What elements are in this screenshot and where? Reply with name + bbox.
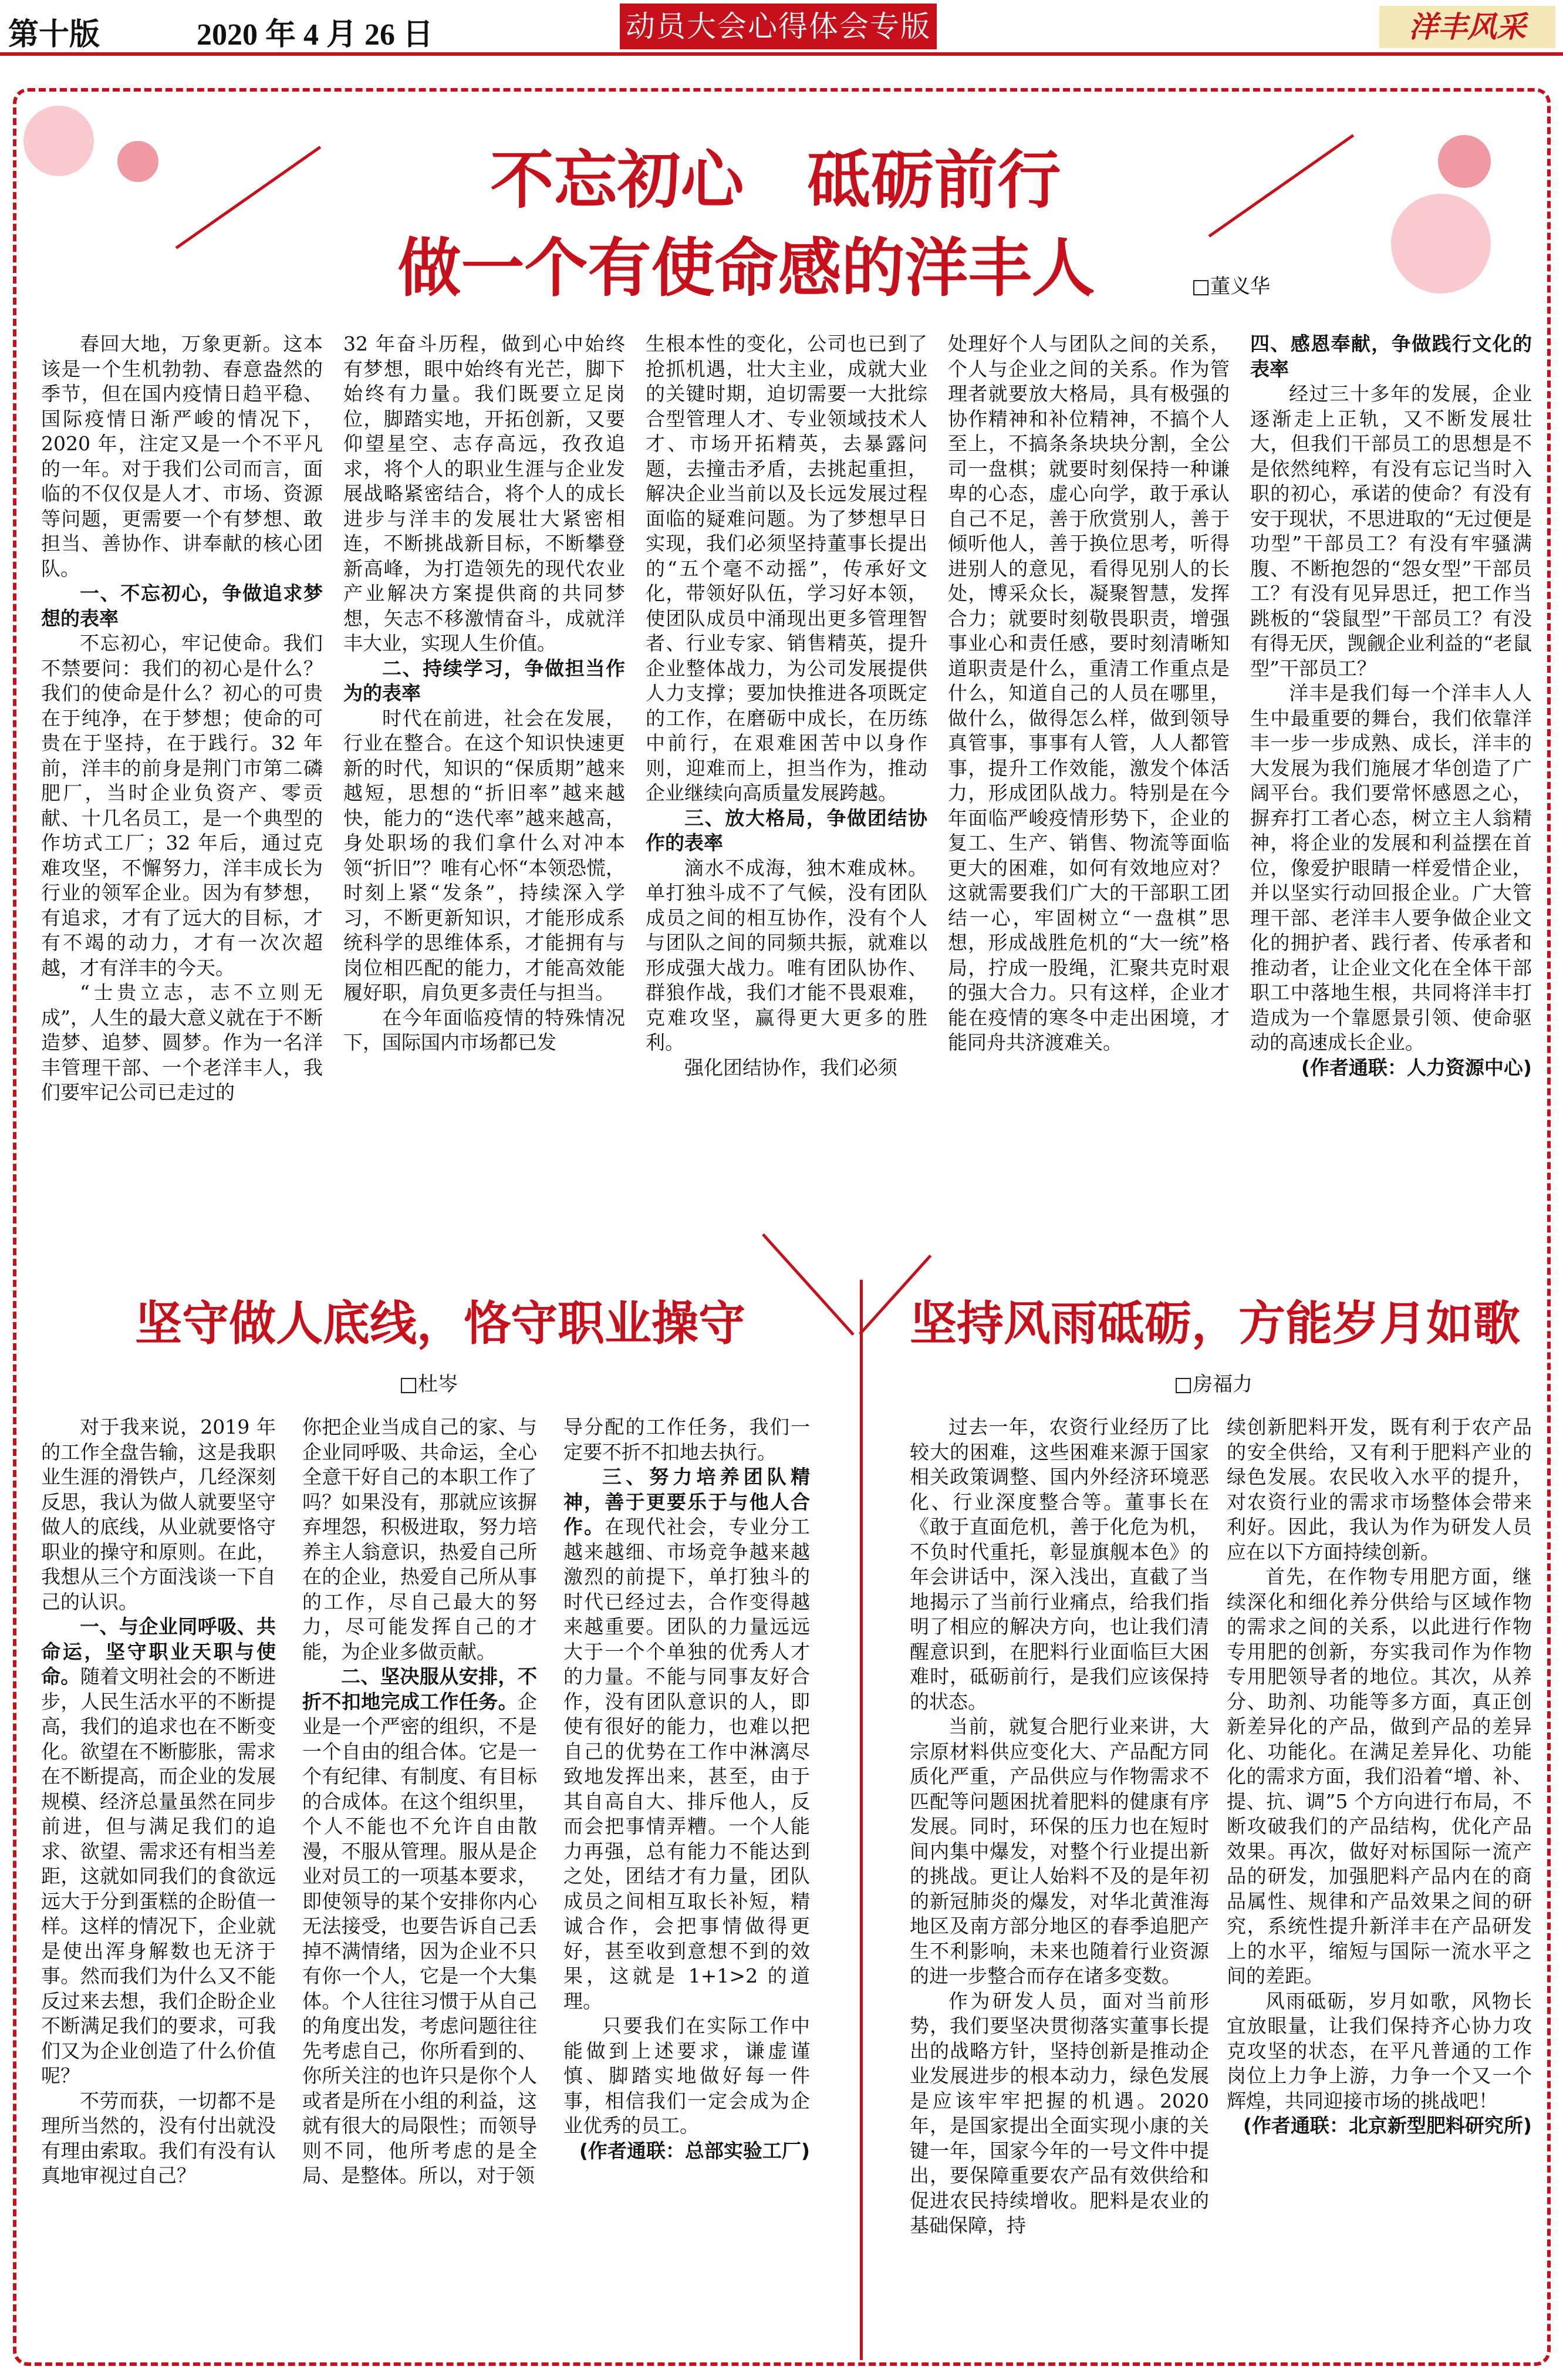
article1-column-1 [41, 332, 323, 1218]
article2-column-1 [41, 1415, 276, 2354]
section-heading: 一、不忘初心，争做追求梦想的表率 [41, 582, 323, 630]
paragraph: 首先，在作物专用肥方面，继续深化和细化养分供给与区域作物的需求之间的关系，以此进行作物专用肥的创新，夯实我司作为作物专用肥领导者的地位。其次，从养分、助剂、功能等多方面，真正创新差异化的产品，做到产品的差异化、功能化。在满足差异化、功能化的需求方面，我们沿着“增、补、提、抗、调”5 个方向进行布局，不断攻破我们的产品结构，优化产品效果。再次，做好对标国际一流产品的研发，加强肥料产品内在的商品属性、规律和产品效果之间的研究，系统性提升新洋丰在产品研发上的水平，缩短与国际一流水平之间的差距。 [1227, 1565, 1532, 1987]
article1-column-3 [646, 332, 927, 1201]
article1-author: □董义华 [1191, 275, 1271, 298]
paragraph: 经过三十多年的发展，企业逐渐走上正轨，又不断发展壮大，但我们干部员工的思想是不是依然纯粹，有没有忘记当时入职的初心，承诺的使命？有没有安于现状，不思进取的“无过便是功型”干部员工？有没有牢骚满腹、不断抱怨的“怨女型”干部员工？有没有见异思迁，把工作当跳板的“袋鼠型”干部员工？有没有得无厌，觊觎企业利益的“老鼠型”干部员工？ [1250, 382, 1532, 680]
paragraph: 你把企业当成自己的家、与企业同呼吸、共命运，全心全意干好自己的本职工作了吗？如果没有，那就应该摒弃埋怨，积极进取，努力培养主人翁意识，热爱自己所在的企业，热爱自己所从事的工作，尽自己最大的努力，尽可能发挥自己的才能，为企业多做贡献。 [302, 1415, 537, 1663]
issue-date: 2020 年 4 月 26 日 [197, 18, 434, 52]
paragraph: 当前，就复合肥行业来讲，大宗原材料供应变化大、产品配方同质化严重，产品供应与作物需求不匹配等问题困扰着肥料的健康有序发展。同时，环保的压力也在短时间内集中爆发，对整个行业提出新的挑战。更让人始料不及的是年初的新冠肺炎的爆发，对华北黄淮海地区及南方部分地区的春季追肥产生不利影响，未来也随着行业资源的进一步整合而存在诸多变数。 [910, 1715, 1209, 1987]
paragraph [41, 1614, 276, 2089]
article2-column-3 [563, 1415, 810, 2354]
article1-column-2 [343, 332, 625, 1177]
paragraph: 滴水不成海，独木难成林。单打独斗成不了气候，没有团队成员之间的相互协作，没有个人与团队之间的同频共振，就难以形成强大战力。唯有团队协作、群狼作战，我们才能不畏艰难，克难攻坚，赢得更大更多的胜利。 [646, 856, 927, 1054]
article3-title: 坚持风雨砥砺，方能岁月如歌 [910, 1296, 1520, 1351]
paragraph: 过去一年，农资行业经历了比较大的困难，这些困难来源于国家相关政策调整、国内外经济环境恶化、行业深度整合等。董事长在《敢于直面危机，善于化危为机，不负时代重托，彰显旗舰本色》的年会讲话中，深入浅出，直截了当地揭示了当前行业痛点，给我们指明了相应的解决方向，也让我们清醒意识到，在肥料行业面临巨大困难时，砥砺前行，是我们应该保持的状态。 [910, 1415, 1209, 1713]
article3-column-2 [1227, 1415, 1532, 2354]
paragraph: 不忘初心，牢记使命。我们不禁要问：我们的初心是什么？我们的使命是什么？初心的可贵在于纯净，在于梦想；使命的可贵在于坚持，在于践行。32 年前，洋丰的前身是荆门市第二磷肥厂，当时企业负资产、零贡献、十几名员工，是一个典型的作坊式工厂；32 年后，通过克难攻坚，不懈努力，洋丰成长为行业的领军企业。因为有梦想，有追求，才有了远大的目标，才有不竭的动力，才有一次次超越，才有洋丰的今天。 [41, 632, 323, 979]
edition-banner: 动员大会心得体会专版 [620, 4, 937, 49]
paragraph: 洋丰是我们每一个洋丰人人生中最重要的舞台，我们依靠洋丰一步一步成熟、成长，洋丰的大发展为我们施展才华创造了广阔平台。我们要常怀感恩之心，摒弃打工者心态，树立主人翁精神，将企业的发展和利益摆在首位，像爱护眼睛一样爱惜企业，并以坚实行动回报企业。广大管理干部、老洋丰人要争做企业文化的拥护者、践行者、传承者和推动者，让企业文化在全体干部职工中落地生根，共同将洋丰打造成为一个靠愿景引领、使命驱动的高速成长企业。 [1250, 682, 1532, 1054]
page-number: 第十版 [8, 17, 100, 52]
section-divider [860, 1280, 863, 2360]
paragraph: 强化团结协作，我们必须 [684, 1056, 897, 1079]
paragraph [563, 1465, 810, 2014]
article3-column-1 [910, 1415, 1209, 2354]
article2-title: 坚守做人底线，恪守职业操守 [135, 1296, 745, 1351]
article2-author: □杜岑 [399, 1373, 458, 1396]
article1-column-4 [948, 332, 1230, 1206]
section-heading: 四、感恩奉献，争做践行文化的表率 [1250, 332, 1532, 380]
paragraph [302, 1664, 537, 2189]
paragraph: 续创新肥料开发，既有利于农产品的安全供给，又有利于肥料产业的绿色发展。农民收入水平的提升，对农资行业的需求市场整体会带来利好。因此，我认为作为研发人员应在以下方面持续创新。 [1227, 1415, 1532, 1563]
page-header [0, 0, 1563, 56]
paragraph-text: 在现代社会，专业分工越来越细、市场竞争越来越激烈的前提下，单打独斗的时代已经过去，合作变得越来越重要。团队的力量远远大于一个个单独的优秀人才的力量。不能与同事友好合作，没有团队意识的人，即使有很好的能力，也难以把自己的优势在工作中淋漓尽致地发挥出来，甚至，由于其自高自大、排斥他人，反而会把事情弄糟。一个人能力再强，总有能力不能达到之处，团结才有力量，团队成员之间相互取长补短，精诚合作，会把事情做得更好，甚至收到意想不到的效果，这就是 1+1>2 的道理。 [563, 1515, 810, 2012]
masthead-logo: 洋丰风采 [1379, 6, 1555, 48]
author-credit: (作者通联：总部实验工厂) [579, 2139, 810, 2162]
section-heading: 二、坚决服从安排，不折不扣地完成工作任务。 [302, 1665, 537, 1713]
article3-author: □房福力 [1174, 1373, 1253, 1396]
paragraph: “士贵立志，志不立则无成”，人生的最大意义就在于不断造梦、追梦、圆梦。作为一名洋丰管理干部、一个老洋丰人，我们要牢记公司已走过的 [41, 981, 323, 1104]
paragraph: 春回大地，万象更新。这本该是一个生机勃勃、春意盎然的季节，但在国内疫情日趋平稳、国际疫情日渐严峻的情况下，2020 年，注定又是一个不平凡的一年。对于我们公司而言，面临的不仅仅是人才、市场、资源等问题，更需要一个有梦想、敢担当、善协作、讲奉献的核心团队。 [41, 332, 323, 580]
author-credit: (作者通联：人力资源中心) [1301, 1056, 1532, 1079]
paragraph: 生根本性的变化，公司也已到了抢抓机遇，壮大主业，成就大业的关键时期，迫切需要一大批综合型管理人才、专业领域技术人才、市场开拓精英，去暴露问题，去撞击矛盾，去挑起重担，解决企业当前以及长远发展过程面临的疑难问题。为了梦想早日实现，我们必须坚持董事长提出的“五个毫不动摇”，传承好文化，带领好队伍，学习好本领，使团队成员中涌现出更多管理智者、行业专家、销售精英，提升企业整体战力，为公司发展提供人力支撑；要加快推进各项既定的工作，在磨砺中成长，在历练中前行，在艰难困苦中以身作则，迎难而上，担当作为，推动企业继续向高质量发展跨越。 [646, 332, 927, 804]
article1-title-line1: 不忘初心 砥砺前行 [490, 144, 1061, 217]
paragraph: 只要我们在实际工作中能做到上述要求，谦虚谨慎、脚踏实地做好每一件事，相信我们一定会成为企业优秀的员工。 [563, 2014, 810, 2137]
paragraph: 导分配的工作任务，我们一定要不折不扣地去执行。 [563, 1415, 810, 1464]
paragraph-text: 随着文明社会的不断进步，人民生活水平的不断提高，我们的追求也在不断变化。欲望在不断膨胀，需求在不断提高，而企业的发展规模、经济总量虽然在同步前进，但与满足我们的追求、欲望、需求还有相当差距，这就如同我们的食欲远远大于分到蛋糕的企盼值一样。这样的情况下，企业就是使出浑身解数也无济于事。然而我们为什么又不能反过来去想，我们企盼企业不断满足我们的要求，可我们又为企业创造了什么价值呢？ [41, 1665, 276, 2087]
paragraph: 处理好个人与团队之间的关系，个人与企业之间的关系。作为管理者就要放大格局，具有极强的协作精神和补位精神，不搞个人至上，不搞条条块块分割，全公司一盘棋；就要时刻保持一种谦卑的心态，虚心向学，敢于承认自己不足，善于欣赏别人，善于倾听他人，善于换位思考，听得进别人的意见，看得见别人的长处，博采众长，凝聚智慧，发挥合力；就要时刻敬畏职责，增强事业心和责任感，要时刻清晰知道职责是什么，重清工作重点是什么，知道自己的人员在哪里，做什么，做得怎么样，做到领导真管事，事事有人管，人人都管事，提升工作效能，激发个体活力，形成团队战力。特别是在今年面临严峻疫情形势下，企业的复工、生产、销售、物流等面临更大的困难，如何有效地应对？这就需要我们广大的干部职工团结一心，牢固树立“一盘棋”思想，形成战胜危机的“大一统”格局，拧成一股绳，汇聚共克时艰的强大合力。只有这样，企业才能在疫情的寒冬中走出困境，才能同舟共济渡难关。 [948, 332, 1230, 1054]
paragraph: 32 年奋斗历程，做到心中始终有梦想，眼中始终有光芒，脚下始终有力量。我们既要立足岗位，脚踏实地，开拓创新，又要仰望星空、志存高远，孜孜追求，将个人的职业生涯与企业发展战略紧密结合，将个人的成长进步与洋丰的发展壮大紧密相连，不断挑战新目标，不断攀登新高峰，为打造领先的现代农业产业解决方案提供商的共同梦想，矢志不移激情奋斗，成就洋丰大业，实现人生价值。 [343, 332, 625, 655]
paragraph: 在今年面临疫情的特殊情况下，国际国内市场都已发 [343, 1006, 625, 1054]
section-heading: 一、与企业同呼吸、共命运，坚守职业天职与使命。 [41, 1615, 276, 1688]
paragraph: 时代在前进，社会在发展，行业在整合。在这个知识快速更新的时代，知识的“保质期”越来越短，思想的“折旧率”越来越快，能力的“迭代率”越来越高，身处职场的我们拿什么对冲本领“折旧”？唯有心怀“本领恐慌，时刻上紧“发条”，持续深入学习，不断更新知识，才能形成系统科学的思维体系，才能拥有与岗位相匹配的能力，才能高效能履好职，肩负更多责任与担当。 [343, 706, 625, 1004]
paragraph: 对于我来说，2019 年的工作全盘告输，这是我职业生涯的滑铁卢，几经深刻反思，我认为做人就要坚守做人的底线，从业就要恪守职业的操守和原则。在此，我想从三个方面浅谈一下自己的认识。 [41, 1415, 276, 1613]
article1-column-5 [1250, 332, 1532, 1224]
paragraph: 风雨砥砺，岁月如歌，风物长宜放眼量，让我们保持齐心协力攻克攻坚的状态，在平凡普通的工作岗位上力争上游，力争一个又一个辉煌，共同迎接市场的挑战吧！ [1227, 1989, 1532, 2112]
paragraph: 作为研发人员，面对当前形势，我们要坚决贯彻落实董事长提出的战略方针，坚持创新是推动企业发展进步的根本动力，绿色发展是应该牢牢把握的机遇。2020 年，是国家提出全面实现小康的关键一年，国家今年的一号文件中提出，要保障重要农产品有效供给和促进农民持续增收。肥料是农业的基础保障，持 [910, 1989, 1209, 2237]
paragraph: 不劳而获，一切都不是理所当然的，没有付出就没有理由索取。我们有没有认真地审视过自己？ [41, 2089, 276, 2187]
section-heading: 三、努力培养团队精神，善于更要乐于与他人合作。 [563, 1465, 810, 1538]
article1-title-line2: 做一个有使命感的洋丰人 [397, 232, 1095, 305]
author-credit: (作者通联：北京新型肥料研究所) [1243, 2114, 1532, 2137]
section-heading: 二、持续学习，争做担当作为的表率 [343, 656, 625, 704]
article2-column-2 [302, 1415, 537, 2354]
paragraph-text: 企业是一个严密的组织，不是一个自由的组合体。它是一个有纪律、有制度、有目标的合成体。在这个组织里，个人不能也不允许自由散漫，不服从管理。服从是企业对员工的一项基本要求，即使领导的某个安排你内心无法接受，也要告诉自己丢掉不满情绪，因为企业不只有你一个人，它是一个大集体。个人往往习惯于从自己的角度出发，考虑问题往往先考虑自己，你所看到的、你所关注的也许只是你个人或者是所在小组的利益，这就有很大的局限性；而领导则不同，他所考虑的是全局、是整体。所以，对于领 [302, 1690, 537, 2187]
section-heading: 三、放大格局，争做团结协作的表率 [646, 806, 927, 854]
